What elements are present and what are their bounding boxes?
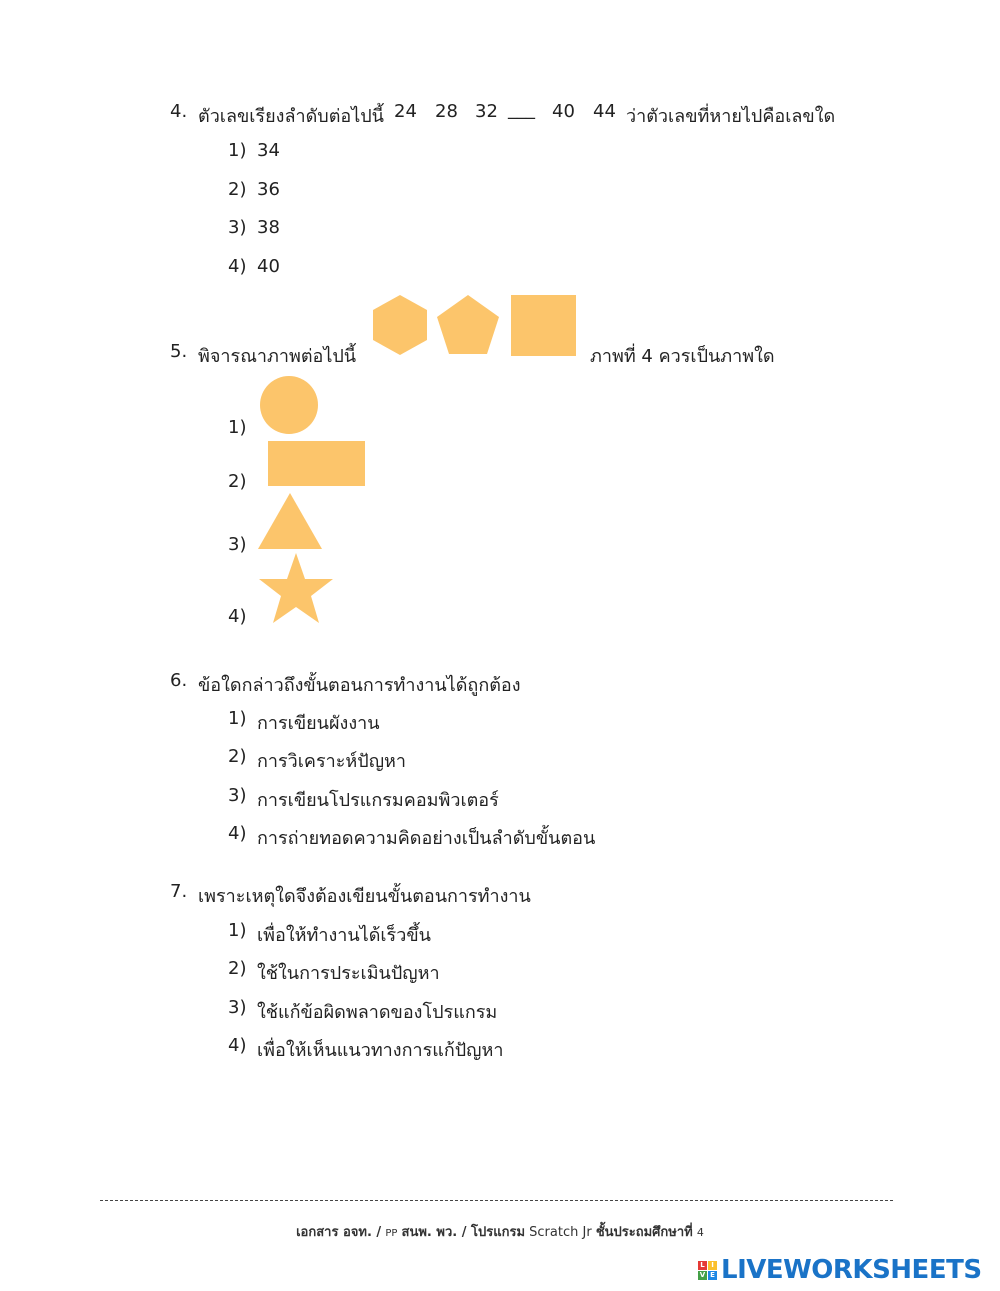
logo-block: L <box>698 1261 707 1270</box>
option-number: 3) <box>228 785 247 806</box>
option-number: 2) <box>228 746 247 767</box>
option-number: 1) <box>228 140 247 161</box>
logo-block: V <box>699 1270 706 1279</box>
option-number: 2) <box>228 179 247 200</box>
option-number: 2) <box>228 958 247 979</box>
question-number: 7. <box>170 881 188 902</box>
option-number: 4) <box>228 606 247 627</box>
option-text: 34 <box>257 140 280 161</box>
footer <box>0 1221 1000 1242</box>
option-number: 4) <box>228 823 247 844</box>
sequence-item: 24 <box>394 101 417 122</box>
option-text: ใช้แก้ข้อผิดพลาดของโปรแกรม <box>257 1002 498 1023</box>
sequence-item: 28 <box>435 101 458 122</box>
question-text-after: ภาพที่ 4 ควรเป็นภาพใด <box>590 346 775 367</box>
option-text: การเขียนโปรแกรมคอมพิวเตอร์ <box>257 790 499 811</box>
question-number: 6. <box>170 670 188 691</box>
question-text: ข้อใดกล่าวถึงขั้นตอนการทำงานได้ถูกต้อง <box>198 675 521 696</box>
option-number: 3) <box>228 997 247 1018</box>
circle-shape <box>259 375 319 435</box>
footer-part: 4 <box>696 1226 704 1239</box>
option-text: 40 <box>257 256 280 277</box>
logo-block: E <box>708 1271 717 1280</box>
footer-part: PP <box>385 1228 398 1239</box>
triangle-shape <box>257 492 323 550</box>
footer-part: สนพ. พว. / โปรแกรม <box>401 1225 526 1240</box>
footer-part: Scratch Jr <box>529 1225 592 1240</box>
option-number: 3) <box>228 534 247 555</box>
logo-text: LIVEWORKSHEETS <box>721 1255 982 1285</box>
option-number: 4) <box>228 256 247 277</box>
footer-divider <box>100 1200 893 1201</box>
option-text: 36 <box>257 179 280 200</box>
option-number: 4) <box>228 1035 247 1056</box>
sequence-item: 40 <box>552 101 575 122</box>
option-text: ใช้ในการประเมินปัญหา <box>257 963 440 984</box>
option-number: 1) <box>228 417 247 438</box>
question-text: เพราะเหตุใดจึงต้องเขียนขั้นตอนการทำงาน <box>198 886 531 907</box>
question-number: 5. <box>170 341 188 362</box>
pentagon-shape <box>436 294 500 356</box>
footer-part: ชั้นประถมศึกษาที่ <box>595 1225 693 1240</box>
logo-blocks-icon <box>698 1261 717 1280</box>
question-text: พิจารณาภาพต่อไปนี้ <box>198 346 357 367</box>
option-text: เพื่อให้เห็นแนวทางการแก้ปัญหา <box>257 1040 504 1061</box>
option-text: เพื่อให้ทำงานได้เร็วขึ้น <box>257 925 431 946</box>
square-shape <box>511 295 576 356</box>
question-text-after: ว่าตัวเลขที่หายไปคือเลขใด <box>626 106 836 127</box>
option-text: การเขียนผังงาน <box>257 713 380 734</box>
sequence-blank: ___ <box>508 99 535 120</box>
sequence-item: 32 <box>475 101 498 122</box>
option-number: 3) <box>228 217 247 238</box>
rectangle-shape <box>268 441 365 486</box>
liveworksheets-logo[interactable] <box>698 1255 982 1285</box>
option-text: การถ่ายทอดความคิดอย่างเป็นลำดับขั้นตอน <box>257 828 596 849</box>
option-text: การวิเคราะห์ปัญหา <box>257 751 407 772</box>
hexagon-shape <box>372 294 428 356</box>
star-shape <box>258 552 334 624</box>
question-text: ตัวเลขเรียงลำดับต่อไปนี้ <box>198 106 384 127</box>
question-number: 4. <box>170 101 188 122</box>
option-number: 2) <box>228 471 247 492</box>
footer-part: เอกสาร อจท. / <box>296 1225 382 1240</box>
option-text: 38 <box>257 217 280 238</box>
option-number: 1) <box>228 708 247 729</box>
option-number: 1) <box>228 920 247 941</box>
sequence-item: 44 <box>593 101 616 122</box>
logo-block: I <box>708 1261 717 1270</box>
